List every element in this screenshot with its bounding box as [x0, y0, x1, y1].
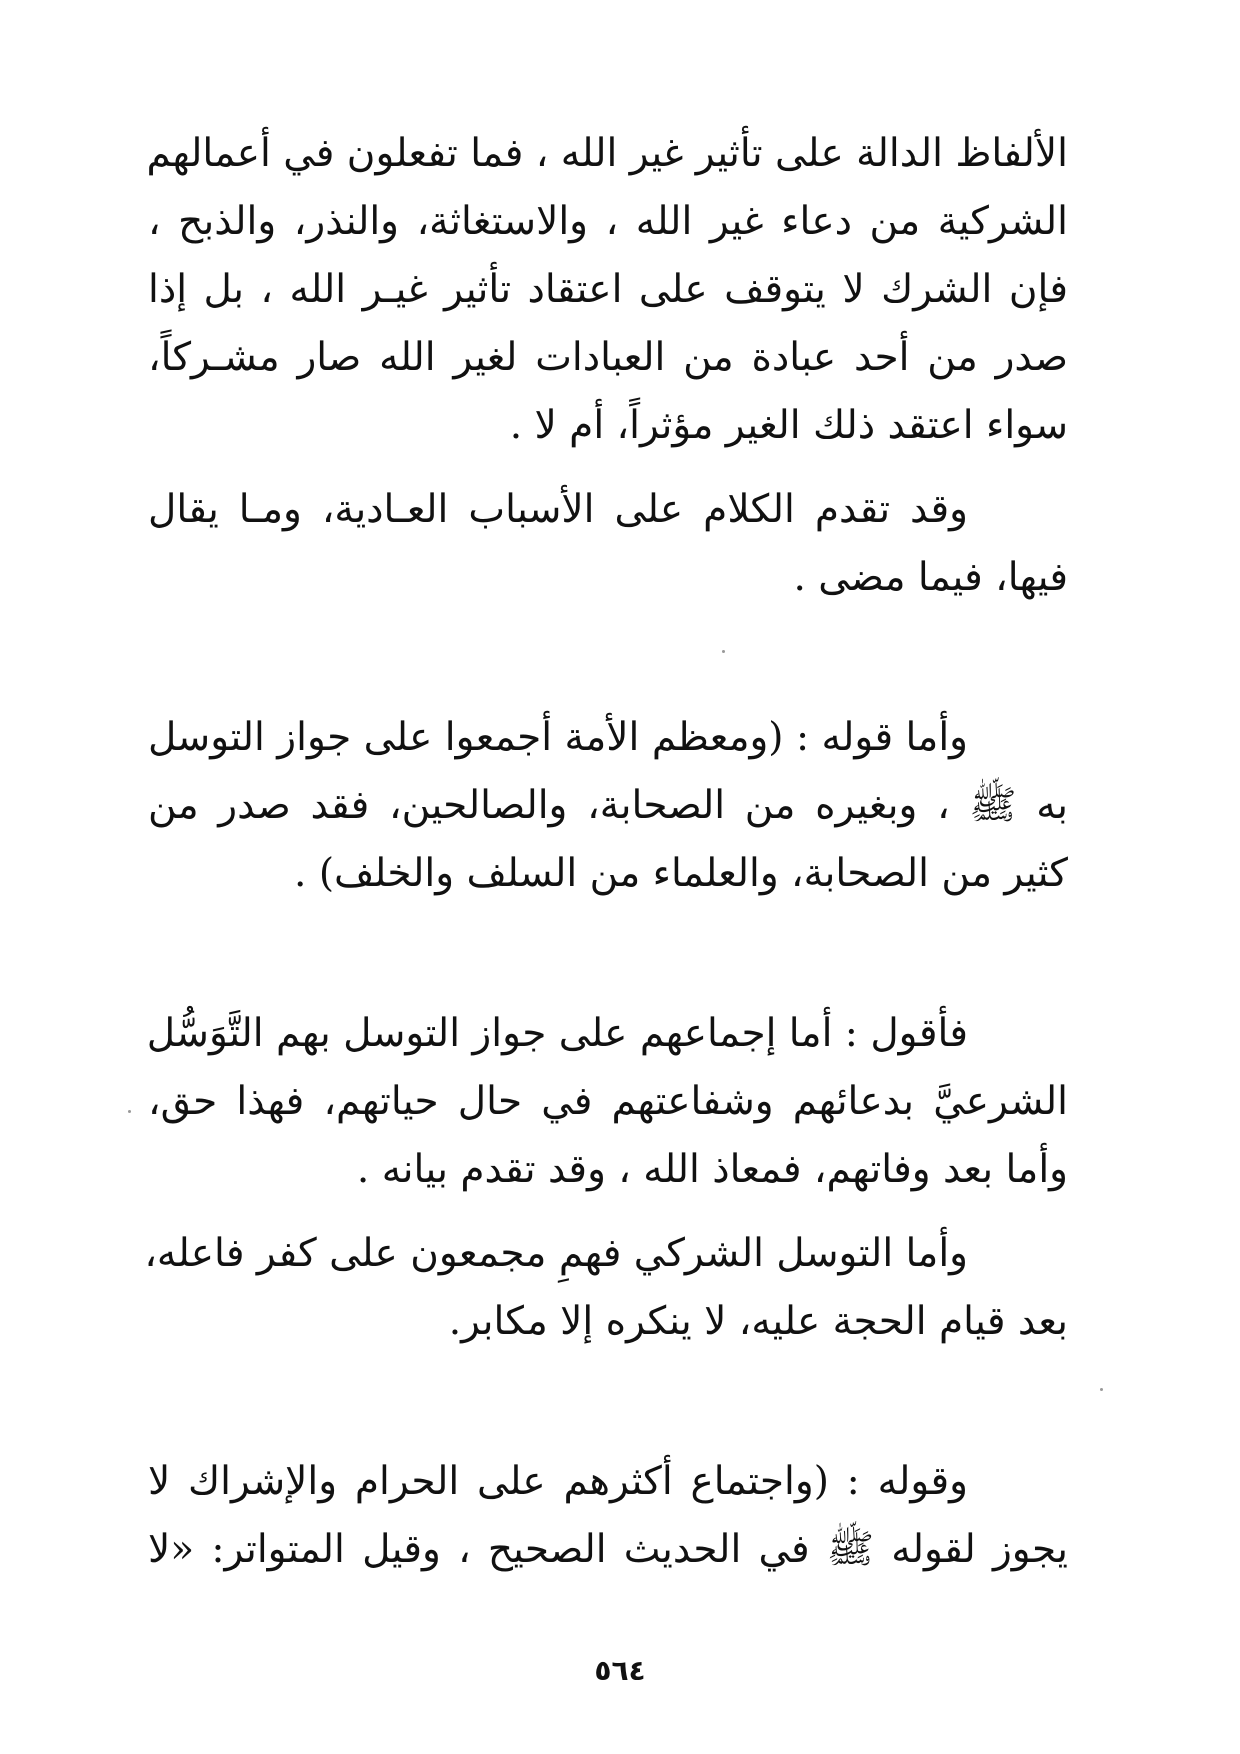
paragraph-2	[148, 476, 1068, 612]
text-line: وقوله : (واجتماع أكثرهم على الحرام والإشراك لا	[148, 1459, 968, 1504]
section-gap	[148, 908, 1068, 1000]
text-line: صدر من أحد عبادة من العبادات لغير الله صار مشـركاً،	[148, 335, 1068, 380]
text-line: بعد قيام الحجة عليه، لا ينكره إلا مكابر.	[448, 1299, 1068, 1344]
text-line: الشرعيَّ بدعائهم وشفاعتهم في حال حياتهم، فهذا حق،	[148, 1079, 1068, 1124]
page-body	[144, 120, 1068, 1584]
text-line: فإن الشرك لا يتوقف على اعتقاد تأثير غيـر الله ، بل إذا	[148, 267, 1068, 312]
text-line: يجوز لقوله ﷺ في الحديث الصحيح ، وقيل المتواتر: «لا	[148, 1527, 1068, 1572]
scan-speck	[722, 650, 725, 653]
text-line: وأما التوسل الشركي فهمِ مجمعون على كفر فاعله،	[144, 1231, 968, 1276]
text-line: به ﷺ ، وبغيره من الصحابة، والصالحين، فقد صدر من	[148, 783, 1068, 828]
paragraph-4	[148, 1000, 1068, 1204]
paragraph-1	[148, 120, 1068, 460]
scan-speck	[128, 1110, 131, 1113]
text-line: وقد تقدم الكلام على الأسباب العـادية، ومـا يقال	[148, 487, 968, 532]
scan-speck	[1100, 1388, 1103, 1391]
text-line: كثير من الصحابة، والعلماء من السلف والخلف) .	[294, 851, 1068, 896]
paragraph-5	[144, 1220, 1068, 1356]
section-gap	[148, 612, 1068, 704]
text-line: وأما قوله : (ومعظم الأمة أجمعوا على جواز التوسل	[148, 715, 968, 760]
text-line: فأقول : أما إجماعهم على جواز التوسل بهم التَّوَسُّل	[146, 1011, 968, 1056]
section-gap	[148, 1356, 1068, 1448]
text-line: سواء اعتقد ذلك الغير مؤثراً، أم لا .	[509, 403, 1068, 448]
page-number: ٥٦٤	[594, 1654, 646, 1687]
text-line: الشركية من دعاء غير الله ، والاستغاثة، والنذر، والذبح ،	[148, 199, 1068, 244]
paragraph-gap	[148, 1204, 1068, 1220]
paragraph-3	[148, 704, 1068, 908]
text-line: الألفاظ الدالة على تأثير غير الله ، فما تفعلون في أعمالهم	[146, 131, 1068, 176]
paragraph-6	[148, 1448, 1068, 1584]
text-line: وأما بعد وفاتهم، فمعاذ الله ، وقد تقدم بيانه .	[356, 1147, 1068, 1192]
text-line: فيها، فيما مضى .	[793, 555, 1068, 600]
paragraph-gap	[148, 460, 1068, 476]
